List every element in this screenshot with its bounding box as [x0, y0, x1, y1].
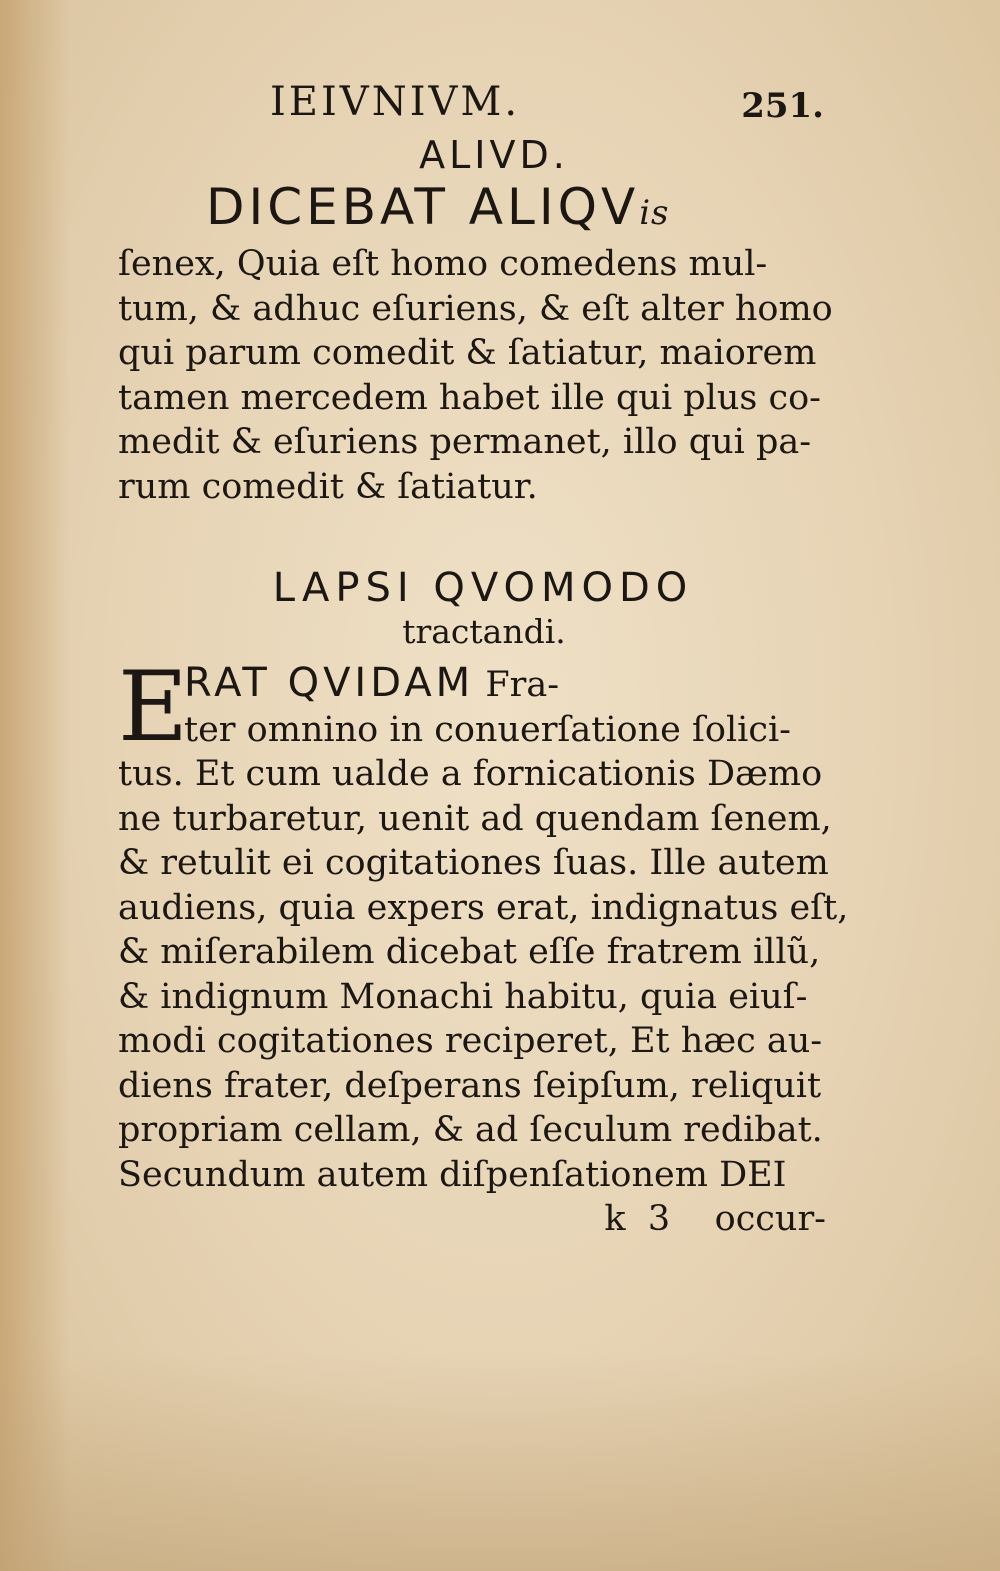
opening-caps-tail: is	[639, 193, 670, 233]
running-title: IEIVNIVM.	[270, 79, 521, 125]
drop-cap-letter: E	[118, 651, 189, 763]
text-line: & miſerabilem dicebat eſſe fratrem illũ,	[118, 932, 821, 972]
section-gap	[118, 509, 830, 565]
text-line: ſenex, Quia eſt homo comedens mul-	[118, 244, 768, 284]
text-line: & indignum Monachi habitu, quia eiuſ-	[118, 976, 808, 1017]
text-line: audiens, quia expers erat, indignatus eſt,	[118, 887, 849, 928]
text-line: tus. Et cum ualde a fornicationis Dæmo	[118, 754, 823, 794]
signature-mark: k 3	[604, 1199, 671, 1239]
running-head	[118, 80, 830, 132]
section-subheading: tractandi.	[402, 612, 566, 651]
section1-body	[118, 242, 833, 509]
text-line: tum, & adhuc eſuriens, & eſt alter homo	[118, 288, 833, 329]
text-line: propriam cellam, & ad ſeculum redibat.	[118, 1110, 823, 1150]
catchword: occur-	[714, 1199, 826, 1239]
text-line: ter omnino in conuerſatione ſolici-	[184, 709, 791, 750]
text-line: qui parum comedit & ſatiatur, maiorem	[118, 333, 817, 373]
section-heading-lapsi: LAPSI QVOMODO	[272, 565, 694, 611]
page-edge-stain	[0, 0, 70, 1571]
page-bottom-stain	[0, 1351, 1000, 1571]
opening-caps-text: DICEBAT ALIQV	[206, 178, 640, 236]
text-line: diens frater, deſperans ſeipſum, reliquit	[118, 1065, 822, 1106]
first-line-capitals: RAT QVIDAM	[184, 660, 475, 706]
text-line: ne turbaretur, uenit ad quendam ſenem,	[118, 798, 832, 839]
drop-cap-paragraph	[118, 651, 830, 763]
text-line: & retulit ei cogitationes ſuas. Ille autem	[118, 843, 829, 883]
text-line: tamen mercedem habet ille qui plus co-	[118, 377, 822, 418]
first-line-rest: Fra-	[474, 665, 560, 705]
section2-body	[118, 752, 849, 1197]
text-line: rum comedit & ſatiatur.	[118, 466, 538, 507]
text-line: modi cogitationes reciperet, Et hæc au-	[118, 1021, 823, 1061]
text-line: Secundum autem diſpenſationem DEI	[118, 1154, 787, 1195]
page-text-block	[118, 79, 849, 1242]
folio-number: 251.	[741, 86, 824, 126]
section-heading-alivd: ALIVD.	[419, 133, 569, 177]
first-line	[118, 661, 830, 708]
catchline	[118, 1197, 830, 1242]
opening-capitals	[118, 178, 830, 242]
text-line: medit & eſuriens permanet, illo qui pa-	[118, 422, 812, 462]
